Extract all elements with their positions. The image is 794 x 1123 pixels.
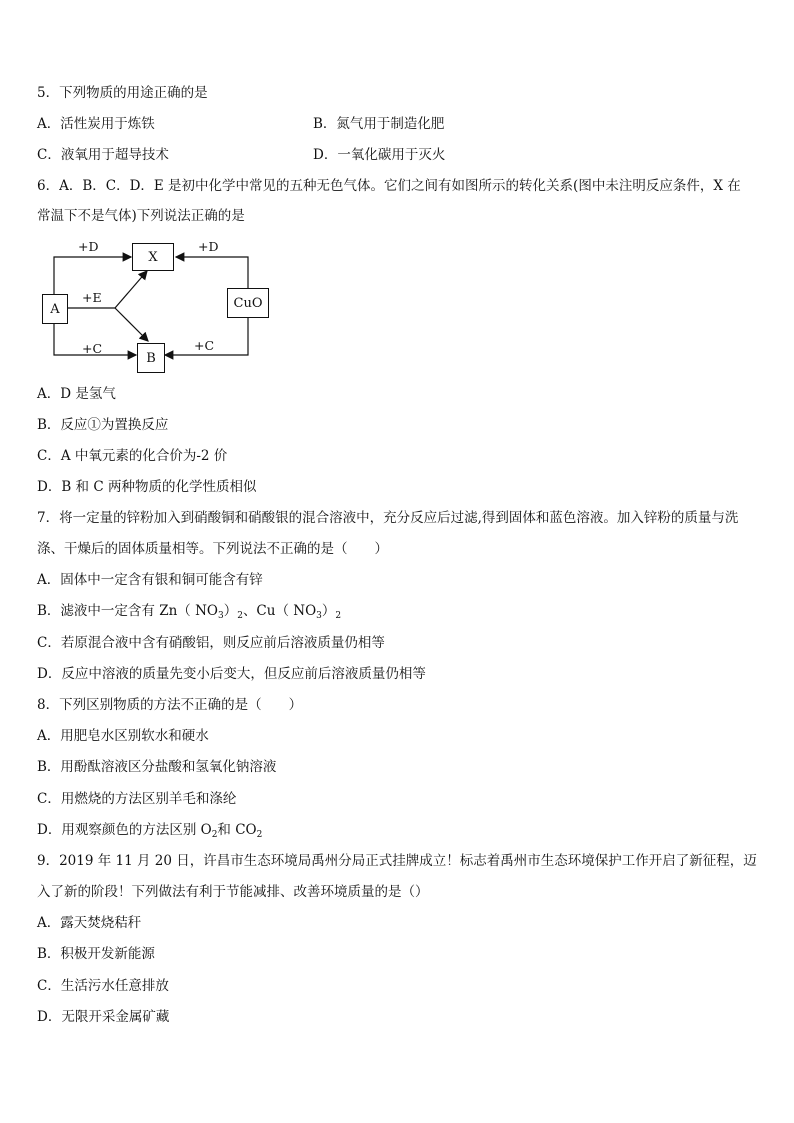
q7-b-sub: 3 (316, 611, 322, 621)
label-plus-e: +E (82, 290, 102, 305)
q8-option-b: B．用酚酞溶液区分盐酸和氢氧化钠溶液 (37, 759, 277, 775)
q6-option-a: A．D 是氢气 (37, 386, 116, 402)
q8-option-c: C．用燃烧的方法区别羊毛和涤纶 (37, 791, 237, 807)
q9-stem-line1: 9．2019 年 11 月 20 日，许昌市生态环境局禹州分局正式挂牌成立！标志着禹州市生态环境保护工作开启了新征程，迈 (37, 853, 757, 869)
label-plus-c-right: +C (194, 338, 215, 353)
q7-option-c: C．若原混合液中含有硝酸铝，则反应前后溶液质量仍相等 (37, 635, 385, 651)
arrow-cuo-to-x-via-d (176, 257, 248, 289)
box-x: X (132, 243, 174, 271)
arrow-branch-to-b (115, 308, 148, 341)
box-a: A (42, 294, 68, 324)
q9-stem-line2: 入了新的阶段！下列做法有利于节能减排、改善环境质量的是（） (37, 884, 429, 900)
q9-option-d: D．无限开采金属矿藏 (37, 1009, 170, 1025)
q8-option-d (37, 821, 262, 844)
q7-b-sub: 2 (237, 611, 243, 621)
label-plus-d-left: +D (78, 239, 99, 254)
q7-b-text: ） (223, 603, 238, 619)
q7-option-a: A．固体中一定含有银和铜可能含有锌 (37, 572, 263, 588)
box-cuo: CuO (227, 288, 269, 318)
q9-option-b: B．积极开发新能源 (37, 946, 155, 962)
q8-d-sub: 2 (256, 830, 263, 840)
q6-option-c: C．A 中氧元素的化合价为-2 价 (37, 448, 228, 464)
q8-option-a: A．用肥皂水区别软水和硬水 (37, 728, 209, 744)
q9-option-a: A．露天焚烧秸秆 (37, 915, 142, 931)
conversion-diagram (40, 237, 280, 375)
label-plus-c-left: +C (82, 341, 103, 356)
q7-option-d: D．反应中溶液的质量先变小后变大，但反应前后溶液质量仍相等 (37, 666, 426, 682)
q8-stem: 8．下列区别物质的方法不正确的是（ ） (37, 697, 303, 713)
q5-stem: 5．下列物质的用途正确的是 (37, 85, 208, 101)
q7-stem-line2: 涤、干燥后的固体质量相等。下列说法不正确的是（ ） (37, 541, 388, 557)
q7-b-sub: 3 (217, 611, 224, 621)
q8-d-sub: 2 (211, 830, 218, 840)
q8-d-text: D．用观察颜色的方法区别 O (37, 822, 212, 838)
arrow-a-to-x-via-d (54, 257, 131, 294)
q5-option-c: C．液氧用于超导技术 (37, 147, 169, 163)
q5-option-a: A．活性炭用于炼铁 (37, 116, 155, 132)
q7-b-text: 、Cu（ NO (242, 603, 317, 619)
q5-option-d: D．一氧化碳用于灭火 (313, 147, 446, 163)
q7-b-text: ） (321, 603, 336, 619)
q7-stem-line1: 7．将一定量的锌粉加入到硝酸铜和硝酸银的混合溶液中，充分反应后过滤,得到固体和蓝色溶液。加入锌粉的质量与洗 (37, 510, 739, 526)
q6-option-d: D．B 和 C 两种物质的化学性质相似 (37, 479, 257, 495)
q6-stem-line1: 6．A．B．C．D．E 是初中化学中常见的五种无色气体。它们之间有如图所示的转化关系(图中未注明反应条件，X 在 (37, 178, 741, 194)
q5-option-b: B．氮气用于制造化肥 (313, 116, 445, 132)
box-b: B (137, 343, 165, 373)
label-plus-d-right: +D (198, 239, 219, 254)
q6-stem-line2: 常温下不是气体)下列说法正确的是 (37, 208, 245, 224)
q7-b-text: B．滤液中一定含有 Zn（ NO (37, 603, 218, 619)
q7-option-b (37, 602, 341, 625)
q9-option-c: C．生活污水任意排放 (37, 978, 169, 994)
q7-b-sub: 2 (335, 611, 342, 621)
q6-option-b: B．反应①为置换反应 (37, 417, 169, 433)
q8-d-text: 和 CO (217, 822, 257, 838)
arrow-branch-to-x (115, 271, 147, 308)
